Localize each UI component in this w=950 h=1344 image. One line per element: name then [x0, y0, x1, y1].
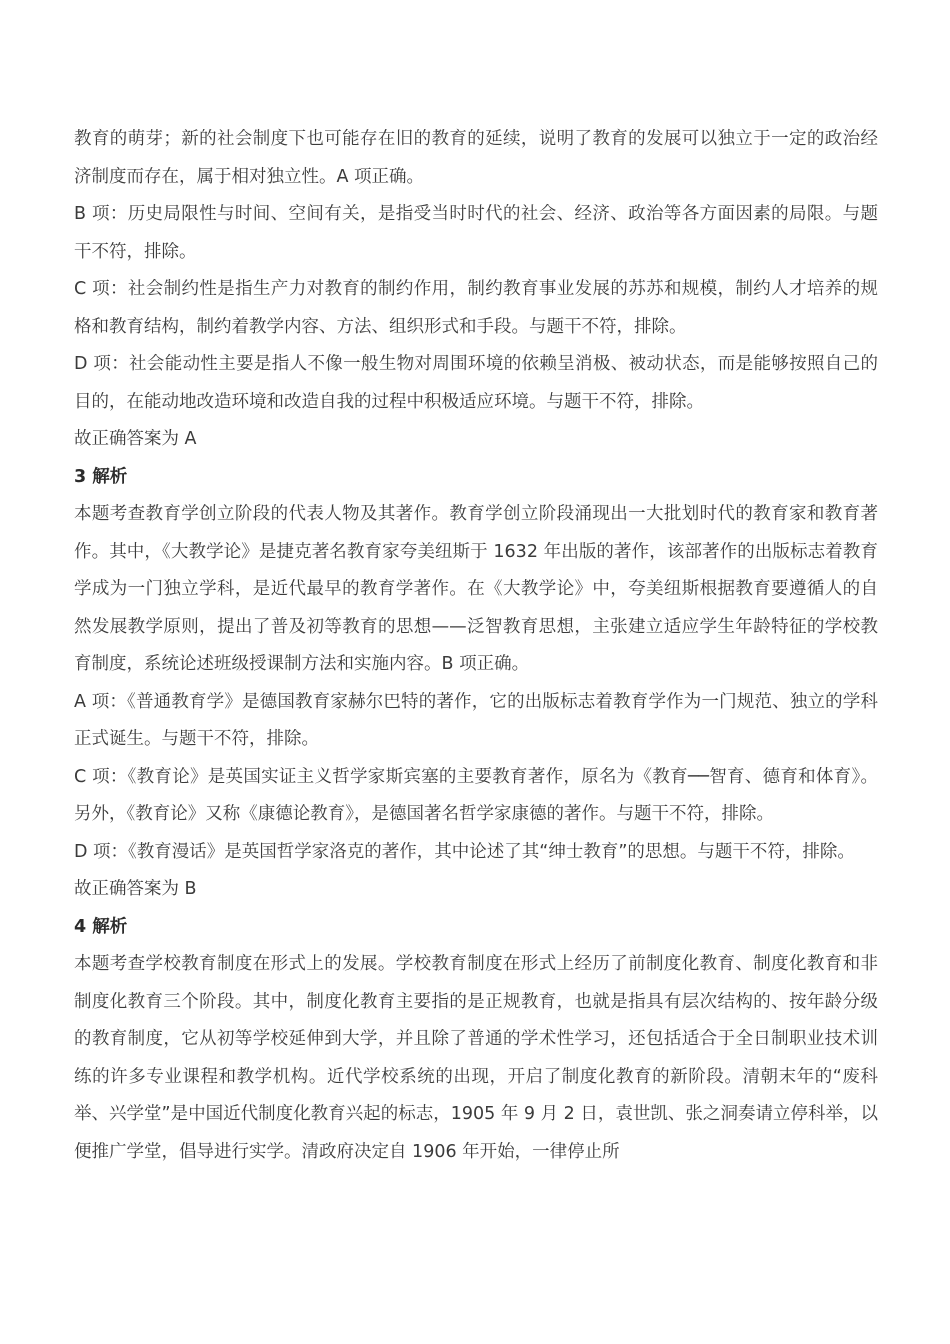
- section2-option-c-paragraph: C 项：社会制约性是指生产力对教育的制约作用，制约教育事业发展的苏苏和规模，制约人才培养的规格和教育结构，制约着教学内容、方法、组织形式和手段。与题干不符，排除。: [74, 279, 878, 337]
- document-page: [74, 121, 878, 1171]
- section2-intro-paragraph: 教育的萌芽；新的社会制度下也可能存在旧的教育的延续，说明了教育的发展可以独立于一定的政治经济制度而存在，属于相对独立性。A 项正确。: [74, 129, 878, 187]
- section2-option-d-paragraph: D 项：社会能动性主要是指人不像一般生物对周围环境的依赖呈消极、被动状态，而是能够按照自己的目的，在能动地改造环境和改造自我的过程中积极适应环境。与题干不符，排除。: [74, 354, 878, 412]
- section3-option-c-paragraph: C 项：《教育论》是英国实证主义哲学家斯宾塞的主要教育著作，原名为《教育──智育、德育和体育》。另外，《教育论》又称《康德论教育》，是德国著名哲学家康德的著作。与题干不符，排除。: [74, 766, 878, 824]
- section4-intro-paragraph: 本题考查学校教育制度在形式上的发展。学校教育制度在形式上经历了前制度化教育、制度化教育和非制度化教育三个阶段。其中，制度化教育主要指的是正规教育，也就是指具有层次结构的、按年龄分级的教育制度，它从初等学校延伸到大学，并且除了普通的学术性学习，还包括适合于全日制职业技术训练的许多专业课程和教学机构。近代学校系统的出现，开启了制度化教育的新阶段。清朝末年的“废科举、兴学堂”是中国近代制度化教育兴起的标志，1905 年 9 月 2 日，袁世凯、张之洞奏请立停科举，以便推广学堂，倡导进行实学。清政府决定自 1906 年开始，一律停止所: [74, 954, 878, 1162]
- section3-heading: 3 解析: [74, 466, 128, 487]
- section2-answer: 故正确答案为 A: [74, 429, 197, 449]
- section3-intro-paragraph: 本题考查教育学创立阶段的代表人物及其著作。教育学创立阶段涌现出一大批划时代的教育家和教育著作。其中，《大教学论》是捷克著名教育家夸美纽斯于 1632 年出版的著作，该部著作的出版标志着教育学成为一门独立学科，是近代最早的教育学著作。在《大教学论》中，夸美纽斯根据教育要遵循人的自然发展教学原则，提出了普及初等教育的思想——泛智教育思想，主张建立适应学生年龄特征的学校教育制度，系统论述班级授课制方法和实施内容。B 项正确。: [74, 504, 878, 674]
- section3-answer: 故正确答案为 B: [74, 879, 197, 899]
- section3-option-a-paragraph: A 项：《普通教育学》是德国教育家赫尔巴特的著作，它的出版标志着教育学作为一门规范、独立的学科正式诞生。与题干不符，排除。: [74, 691, 878, 749]
- section2-option-b-paragraph: B 项：历史局限性与时间、空间有关，是指受当时时代的社会、经济、政治等各方面因素的局限。与题干不符，排除。: [74, 204, 878, 262]
- section4-heading: 4 解析: [74, 916, 128, 937]
- section3-option-d-paragraph: D 项：《教育漫话》是英国哲学家洛克的著作，其中论述了其“绅士教育”的思想。与题干不符，排除。: [74, 841, 855, 862]
